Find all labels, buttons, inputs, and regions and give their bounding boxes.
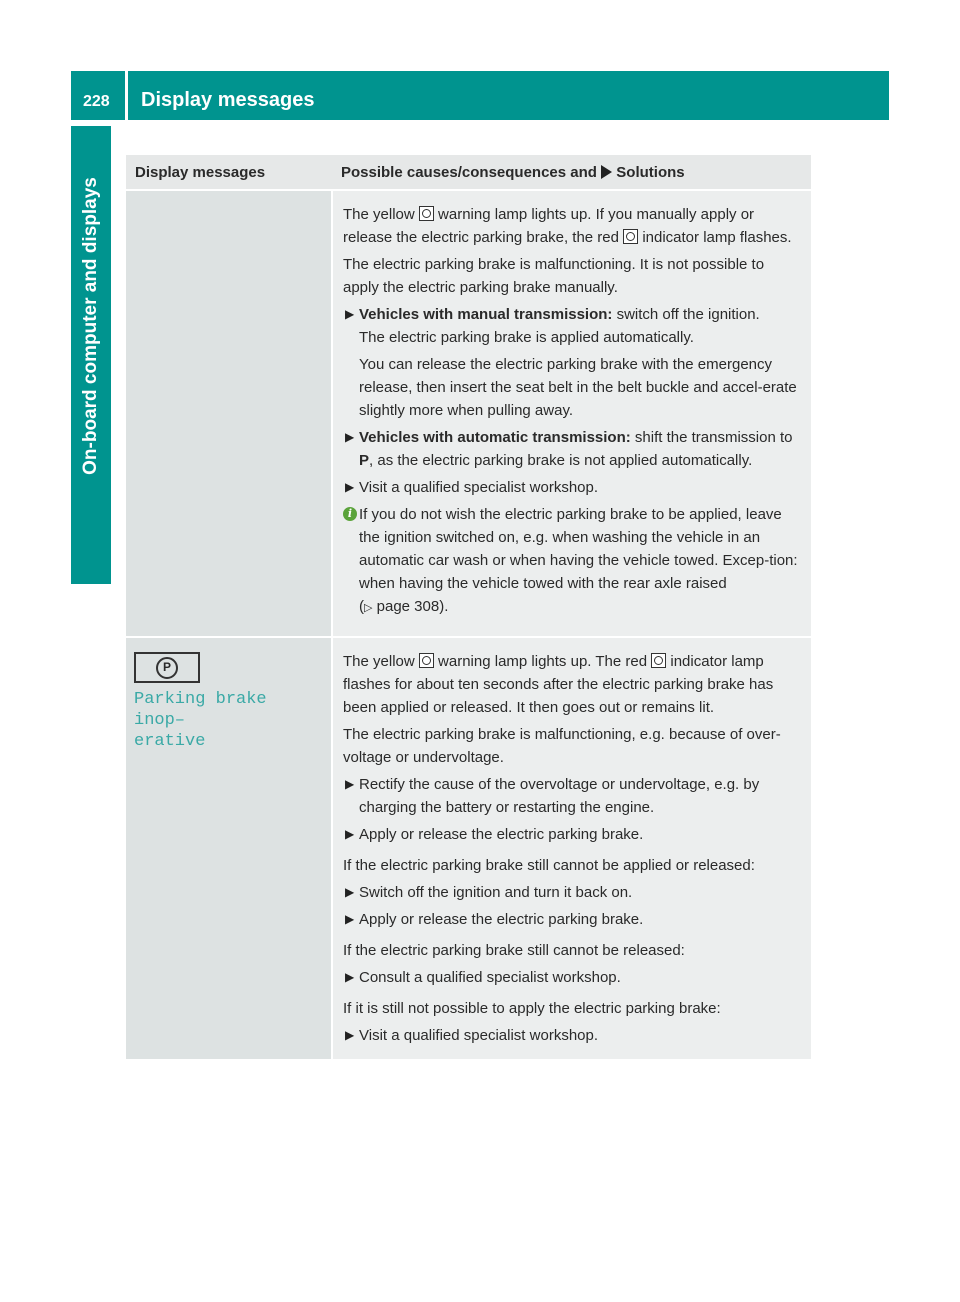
display-message-text (126, 689, 323, 752)
paragraph: If it is still not possible to apply the electric parking brake: (343, 1000, 721, 1017)
message-line: Parking brake inop– (134, 690, 267, 730)
step (343, 303, 803, 326)
page-title: Display messages (141, 89, 315, 111)
step-text: Apply or release the electric parking brake. (359, 911, 644, 928)
step-bold: Vehicles with automatic transmission: (359, 429, 631, 446)
paragraph: If the electric parking brake still cannot be applied or released: (343, 857, 755, 874)
text: indicator lamp flashes for about ten seconds after the electric parking brake has been applied or released. It then goes out or remains lit. (343, 653, 774, 716)
text: indicator lamp flashes. (638, 229, 792, 246)
step (343, 966, 803, 989)
column-header-solutions-text: Solutions (616, 163, 685, 181)
parking-brake-letter: P (156, 657, 178, 679)
text: The yellow (343, 206, 415, 223)
step-arrow-icon: ▶ (345, 885, 355, 899)
message-cell (126, 637, 332, 1059)
step-text: Apply or release the electric parking brake. (359, 826, 644, 843)
paragraph (343, 650, 803, 719)
step-bold: Vehicles with manual transmission: (359, 306, 613, 323)
section-sidebar-label: On-board computer and displays (80, 177, 101, 475)
step-arrow-icon: ▶ (345, 307, 355, 321)
step-text: Rectify the cause of the overvoltage or undervoltage, e.g. by charging the battery or restarting the engine. (359, 776, 760, 816)
step-text: Visit a qualified specialist workshop. (359, 479, 599, 496)
text: warning lamp lights up. If you manually apply or release the electric parking brake, the red (343, 206, 755, 246)
step-arrow-icon: ▶ (345, 480, 355, 494)
solutions-arrow-icon (601, 165, 612, 179)
step-text: switch off the ignition. (612, 306, 760, 323)
text: The yellow (343, 653, 415, 670)
table-row (126, 637, 811, 1059)
step-arrow-icon: ▶ (345, 827, 355, 841)
step (343, 1024, 803, 1047)
header-divider (125, 71, 128, 120)
display-messages-table (126, 155, 811, 1059)
step (343, 881, 803, 904)
info-note (343, 503, 803, 620)
step-arrow-icon: ▶ (345, 1028, 355, 1042)
step-text: Consult a qualified specialist workshop. (359, 969, 621, 986)
message-cell-empty (126, 190, 332, 637)
page-ref[interactable]: page 308). (376, 598, 449, 615)
page-number: 228 (83, 93, 110, 110)
parking-brake-icon (419, 206, 434, 221)
column-header-causes-text: Possible causes/consequences and (341, 163, 597, 181)
step (343, 476, 803, 499)
step (343, 823, 803, 846)
page-ref-icon: ▷ (364, 602, 373, 614)
step (343, 908, 803, 931)
parking-brake-icon (134, 652, 200, 683)
solutions-cell (332, 190, 811, 637)
step-continuation: The electric parking brake is applied automatically. (359, 329, 694, 346)
step-text: Visit a qualified specialist workshop. (359, 1027, 599, 1044)
step-arrow-icon: ▶ (345, 430, 355, 444)
table-row (126, 190, 811, 637)
text: warning lamp lights up. The red (433, 653, 652, 670)
paragraph: The electric parking brake is malfunctioning. It is not possible to apply the electric parking brake manually. (343, 256, 765, 296)
step (343, 773, 803, 819)
step-continuation: You can release the electric parking brake with the emergency release, then insert the seat belt in the belt buckle and accel-erate slightly more when pulling away. (359, 356, 797, 419)
column-header-causes (332, 155, 811, 190)
paragraph (343, 203, 803, 249)
solutions-cell (332, 637, 811, 1059)
step-arrow-icon: ▶ (345, 912, 355, 926)
info-text: If you do not wish the electric parking brake to be applied, leave the ignition switched on, e.g. when washing the vehicle in an automatic car wash or when having the vehicle towed. Excep-tion: when having the vehicle towed with the rear axle raised (359, 506, 798, 592)
step-arrow-icon: ▶ (345, 970, 355, 984)
parking-brake-icon (419, 653, 434, 668)
info-icon: i (343, 507, 357, 521)
paragraph: The electric parking brake is malfunctioning, e.g. because of over-voltage or undervoltage. (343, 726, 781, 766)
parking-brake-icon (651, 653, 666, 668)
step (343, 426, 803, 472)
step-text: shift the transmission to (630, 429, 793, 446)
column-header-messages: Display messages (126, 155, 332, 190)
ref-open: ( (359, 598, 364, 615)
parking-brake-icon (623, 229, 638, 244)
gear-p: P (359, 452, 370, 469)
paragraph: If the electric parking brake still cannot be released: (343, 942, 685, 959)
step-text: Switch off the ignition and turn it back on. (359, 884, 633, 901)
step-text: , as the electric parking brake is not applied automatically. (369, 452, 753, 469)
page-header (71, 71, 889, 120)
message-line: erative (134, 732, 206, 751)
step-arrow-icon: ▶ (345, 777, 355, 791)
section-sidebar-label-wrap (71, 126, 111, 526)
